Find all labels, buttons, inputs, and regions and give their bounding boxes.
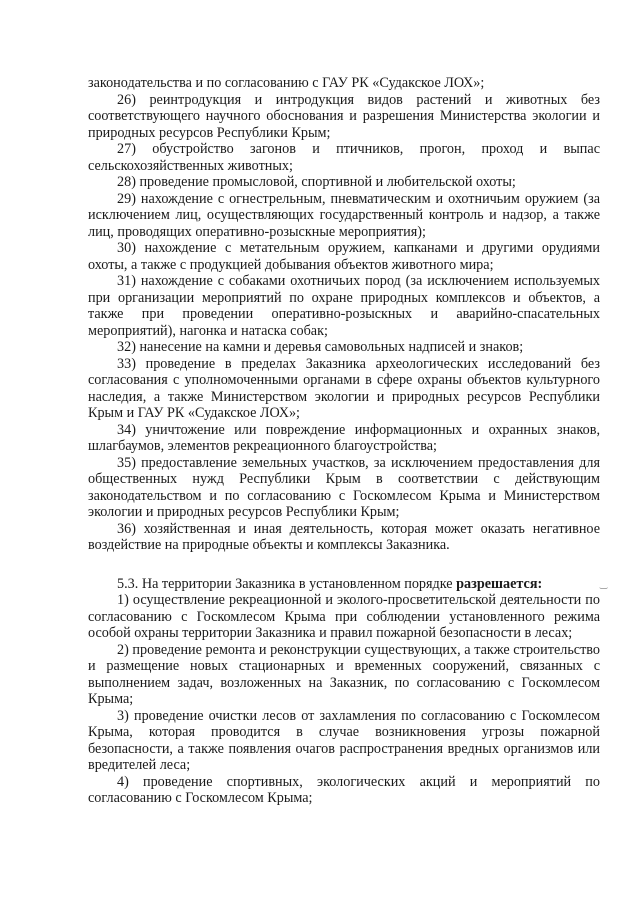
section-5-3-emphasis: разрешается: xyxy=(456,575,543,592)
paragraph-35: 35) предоставление земельных участков, за исключением предоставления для общественных нужд Республики Крым в соответствии с действующим законодательством и по согласованию с Госкомлесом Крыма и Министерством экологии и природных ресурсов Республики Крым; xyxy=(88,454,600,520)
paragraph-28: 28) проведение промысловой, спортивной и любительской охоты; xyxy=(117,174,516,190)
paragraph-32: 32) нанесение на камни и деревья самовольных надписей и знаков; xyxy=(117,339,524,355)
paragraph-29: 29) нахождение с огнестрельным, пневматическим и охотничьим оружием (за исключением лиц, осуществляющих государственный контроль и надзор, а также лиц, проводящих оперативно-розыскные мероприятия); xyxy=(88,190,600,240)
allowed-item-1: 1) осуществление рекреационной и эколого-просветительской деятельности по согласованию с Госкомлесом Крыма при соблюдении установленного режима особой охраны территории Заказника и правил пожарной безопасности в лесах; xyxy=(88,592,600,641)
section-5-3-intro: 5.3. На территории Заказника в установленном порядке xyxy=(117,575,457,592)
allowed-item-3: 3) проведение очистки лесов от захламления по согласованию с Госкомлесом Крыма, которая проводится в случае возникновения угрозы пожарной безопасности, а также появления очагов распространения вредных организмов или вредителей леса; xyxy=(88,707,600,773)
allowed-item-2: 2) проведение ремонта и реконструкции существующих, а также строительство и размещение новых стационарных и временных сооружений, связанных с выполнением задач, возложенных на Заказник, по согласованию с Госкомлесом Крыма; xyxy=(88,641,600,707)
document-body xyxy=(88,75,600,807)
paragraph-33: 33) проведение в пределах Заказника археологических исследований без согласования с уполномоченными органами в сфере охраны объектов культурного наследия, а также Министерством экологии и природных ресурсов Республики Крым и ГАУ РК «Судакское ЛОХ»; xyxy=(88,355,600,421)
allowed-item-4: 4) проведение спортивных, экологических акций и мероприятий по согласованию с Госкомлесом Крыма; xyxy=(88,773,600,806)
paragraph-36: 36) хозяйственная и иная деятельность, которая может оказать негативное воздействие на природные объекты и комплексы Заказника. xyxy=(88,520,600,553)
section-5-3-heading xyxy=(88,576,600,593)
paragraph-26: 26) реинтродукция и интродукция видов растений и животных без соответствующего научного обоснования и разрешения Министерства экологии и природных ресурсов Республики Крым; xyxy=(88,91,600,141)
paragraph-27: 27) обустройство загонов и птичников, прогон, проход и выпас сельскохозяйственных животных; xyxy=(88,141,600,174)
paragraph-30: 30) нахождение с метательным оружием, капканами и другими орудиями охоты, а также с продукцией добывания объектов животного мира; xyxy=(88,240,600,273)
section-spacer xyxy=(88,554,600,576)
paragraph-25-tail: законодательства и по согласованию с ГАУ РК «Судакское ЛОХ»; xyxy=(88,75,485,91)
paragraph-34: 34) уничтожение или повреждение информационных и охранных знаков, шлагбаумов, элементов рекреационного благоустройства; xyxy=(88,421,600,454)
scan-speck: ‿ xyxy=(600,579,608,589)
paragraph-31: 31) нахождение с собаками охотничьих пород (за исключением используемых при организации мероприятий по охране природных комплексов и объектов, а также при проведении оперативно-розыскных и аварийно-спасательных мероприятий), нагонка и натаска собак; xyxy=(88,273,600,339)
